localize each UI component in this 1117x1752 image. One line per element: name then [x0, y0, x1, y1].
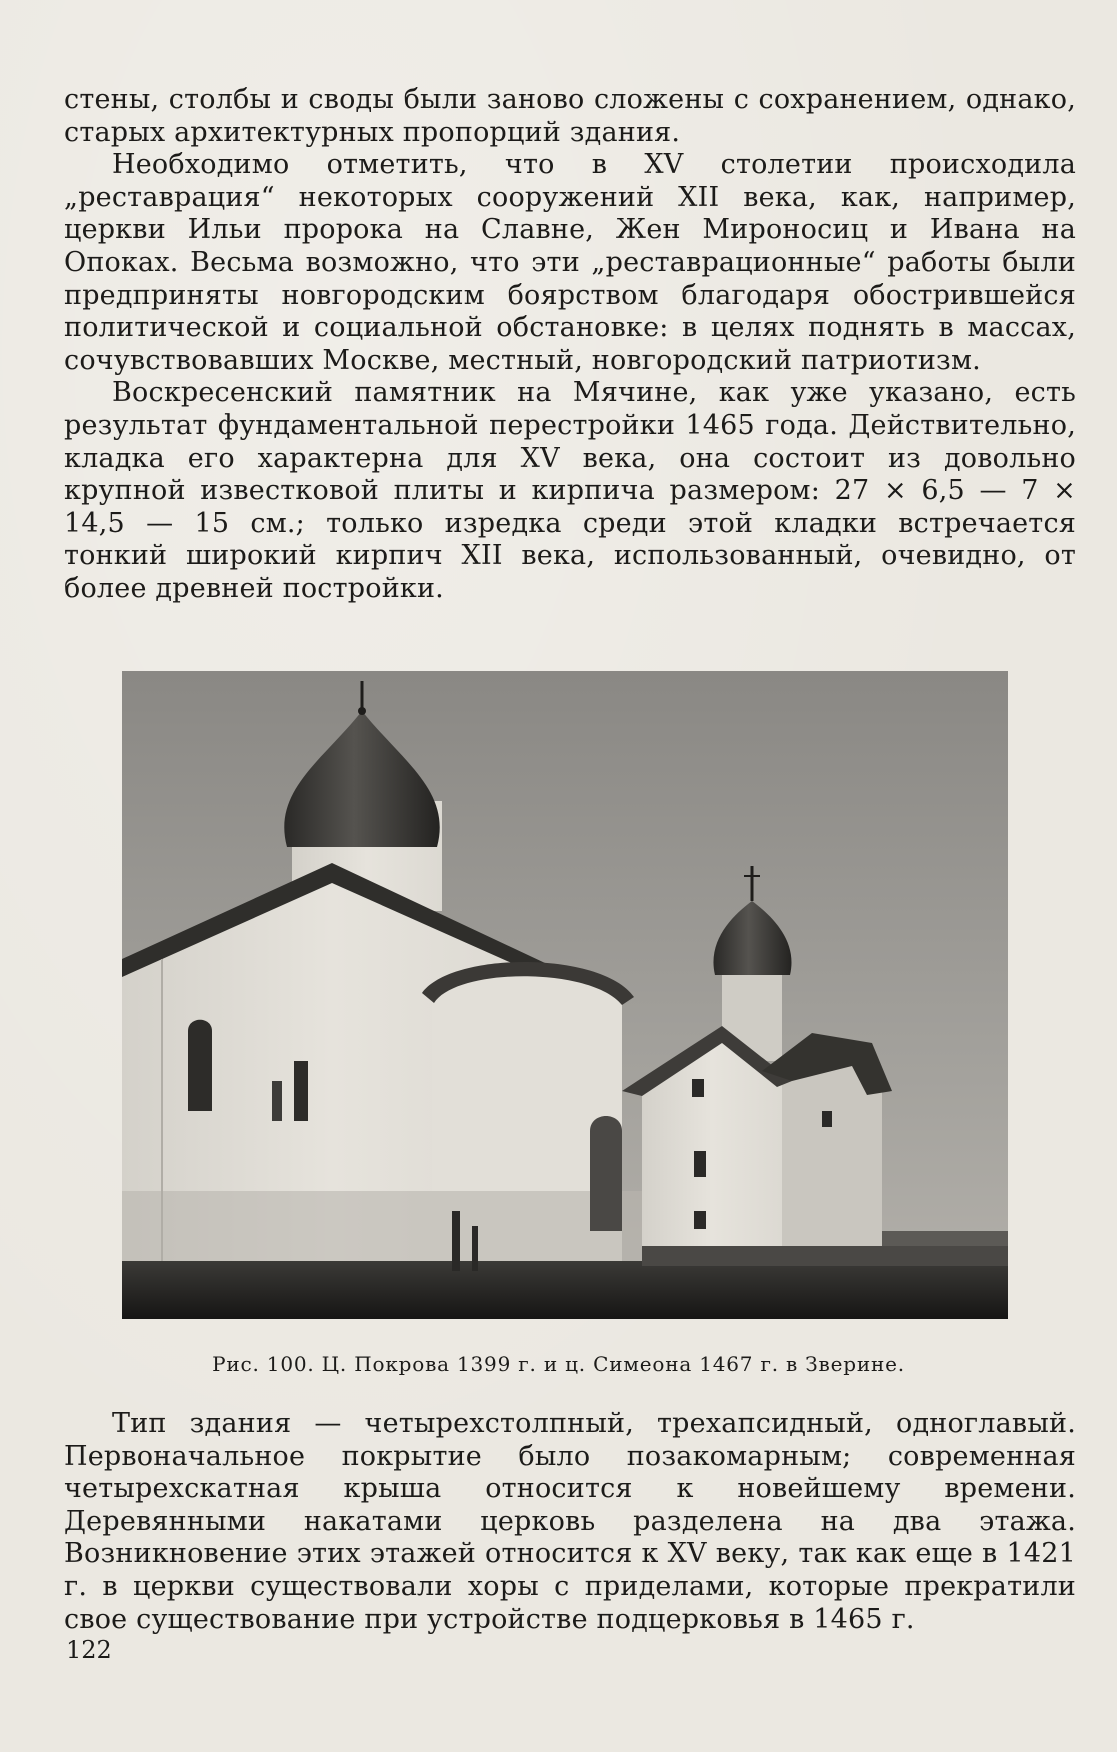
church-photograph	[122, 671, 1008, 1319]
paragraph: Тип здания — четырехстолпный, трехапсидный, одноглавый. Первоначальное покрытие было позакомарным; современная четырехскатная крыша относится к новейшему времени. Деревянными накатами церковь разделена на два этажа. Возникновение этих этажей относится к XV веку, так как еще в 1421 г. в церкви существовали хоры с приделами, которые прекратили свое существование при устройстве подцерковья в 1465 г.	[64, 1408, 1076, 1635]
paragraph: Необходимо отметить, что в XV столетии происходила „реставрация“ некоторых сооружений XII века, как, например, церкви Ильи пророка на Славне, Жен Мироносиц и Ивана на Опоках. Весьма возможно, что эти „реставрационные“ работы были предприняты новгородским боярством благодаря обострившейся политической и социальной обстановке: в целях поднять в массах, сочувствовавших Москве, местный, новгородский патриотизм.	[64, 149, 1076, 376]
paragraph: Воскресенский памятник на Мячине, как уже указано, есть результат фундаментальной перестройки 1465 года. Действительно, кладка его характерна для XV века, она состоит из довольно крупной известковой плиты и кирпича размером: 27 × 6,5 — 7 × 14,5 — 15 см.; только изредка среди этой кладки встречается тонкий широкий кирпич XII века, использованный, очевидно, от более древней постройки.	[64, 377, 1076, 604]
page-number: 122	[66, 1636, 112, 1664]
figure-caption: Рис. 100. Ц. Покрова 1399 г. и ц. Симеона 1467 г. в Зверине.	[212, 1352, 905, 1376]
body-text-bottom	[64, 1408, 1076, 1636]
paragraph: стены, столбы и своды были заново сложены с сохранением, однако, старых архитектурных пропорций здания.	[64, 84, 1076, 148]
body-text-top	[64, 84, 1076, 606]
